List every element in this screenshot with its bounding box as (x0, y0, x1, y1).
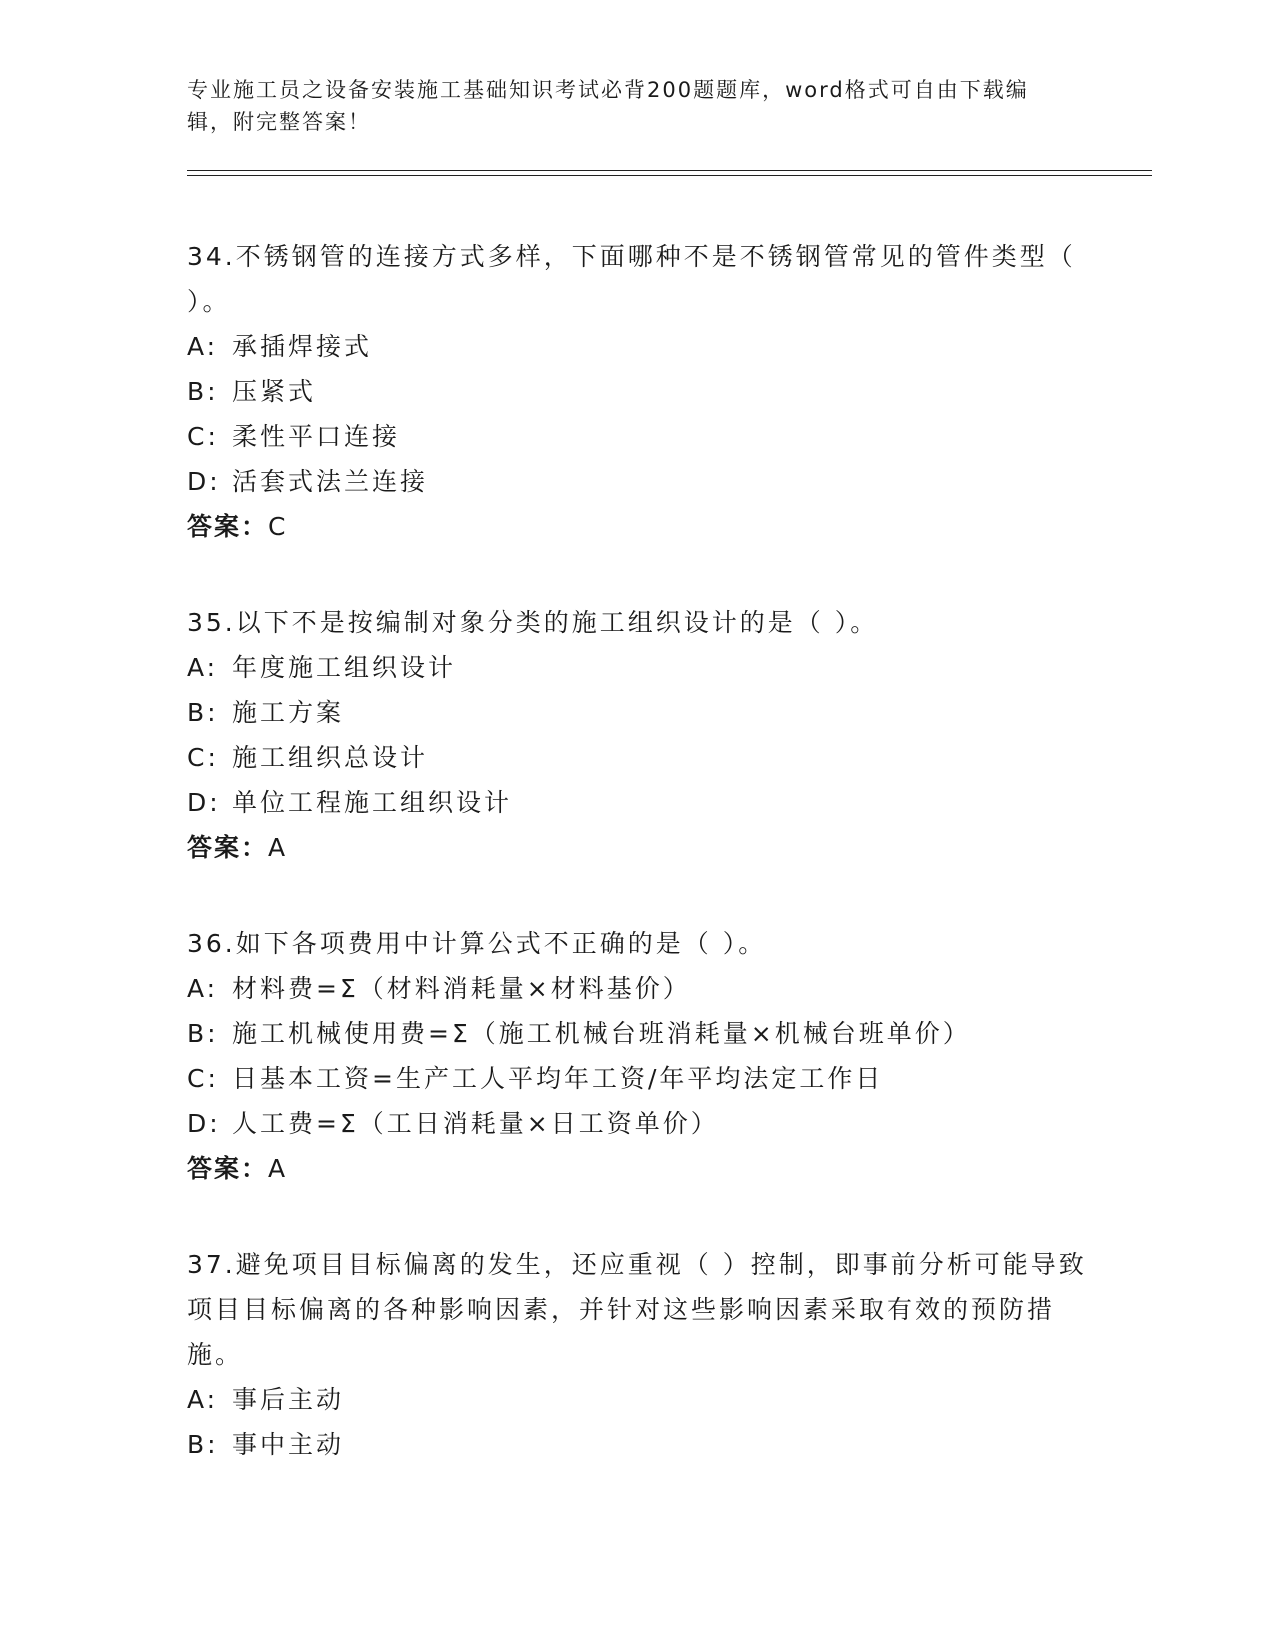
option-text: 活套式法兰连接 (232, 467, 429, 496)
question-35 (187, 600, 1087, 870)
option-a (187, 645, 1087, 690)
question-37 (187, 1242, 1087, 1467)
option-text: 事中主动 (232, 1430, 345, 1459)
option-text: 人工费=Σ（工日消耗量×日工资单价） (232, 1109, 719, 1138)
option-text: 年度施工组织设计 (232, 653, 457, 682)
answer-label: 答案： (187, 1154, 269, 1183)
answer-line (187, 1146, 1087, 1191)
option-key: B: (187, 698, 219, 727)
answer-line (187, 504, 1087, 549)
option-key: A: (187, 974, 219, 1003)
option-d (187, 459, 1087, 504)
option-c (187, 735, 1087, 780)
option-key: B: (187, 1019, 219, 1048)
question-34 (187, 234, 1087, 549)
question-list (187, 234, 1087, 1518)
answer-value: A (268, 1154, 288, 1183)
option-d (187, 780, 1087, 825)
option-key: D: (187, 467, 221, 496)
option-key: A: (187, 1385, 219, 1414)
option-a (187, 966, 1087, 1011)
answer-value: C (268, 512, 288, 541)
question-36 (187, 921, 1087, 1191)
question-stem: 37.避免项目目标偏离的发生，还应重视（ ）控制，即事前分析可能导致项目目标偏离的各种影响因素，并针对这些影响因素采取有效的预防措施。 (187, 1250, 1087, 1369)
question-stem: 34.不锈钢管的连接方式多样，下面哪种不是不锈钢管常见的管件类型（ ）。 (187, 242, 1076, 316)
option-key: C: (187, 1064, 219, 1093)
option-text: 日基本工资=生产工人平均年工资/年平均法定工作日 (232, 1064, 884, 1093)
answer-value: A (268, 833, 288, 862)
option-text: 材料费=Σ（材料消耗量×材料基价） (232, 974, 691, 1003)
question-stem: 35.以下不是按编制对象分类的施工组织设计的是（ ）。 (187, 608, 879, 637)
option-b (187, 1422, 1087, 1467)
option-a (187, 324, 1087, 369)
option-text: 单位工程施工组织设计 (232, 788, 513, 817)
answer-label: 答案： (187, 512, 269, 541)
option-key: D: (187, 788, 221, 817)
document-header: 专业施工员之设备安装施工基础知识考试必背200题题库，word格式可自由下载编辑，附完整答案！ (187, 78, 1029, 134)
answer-label: 答案： (187, 833, 269, 862)
option-key: C: (187, 743, 219, 772)
option-text: 施工机械使用费=Σ（施工机械台班消耗量×机械台班单价） (232, 1019, 971, 1048)
option-key: B: (187, 377, 219, 406)
option-a (187, 1377, 1087, 1422)
option-key: A: (187, 653, 219, 682)
option-c (187, 414, 1087, 459)
option-key: A: (187, 332, 219, 361)
header-rule-top (187, 170, 1152, 171)
option-b (187, 690, 1087, 735)
answer-line (187, 825, 1087, 870)
option-key: C: (187, 422, 219, 451)
option-b (187, 369, 1087, 414)
option-text: 柔性平口连接 (232, 422, 401, 451)
option-c (187, 1056, 1087, 1101)
option-text: 压紧式 (232, 377, 317, 406)
question-stem: 36.如下各项费用中计算公式不正确的是（ ）。 (187, 929, 767, 958)
option-key: B: (187, 1430, 219, 1459)
option-d (187, 1101, 1087, 1146)
header-rule-bottom (187, 175, 1152, 176)
option-b (187, 1011, 1087, 1056)
option-text: 施工组织总设计 (232, 743, 429, 772)
option-text: 承插焊接式 (232, 332, 373, 361)
option-text: 施工方案 (232, 698, 345, 727)
option-text: 事后主动 (232, 1385, 345, 1414)
option-key: D: (187, 1109, 221, 1138)
